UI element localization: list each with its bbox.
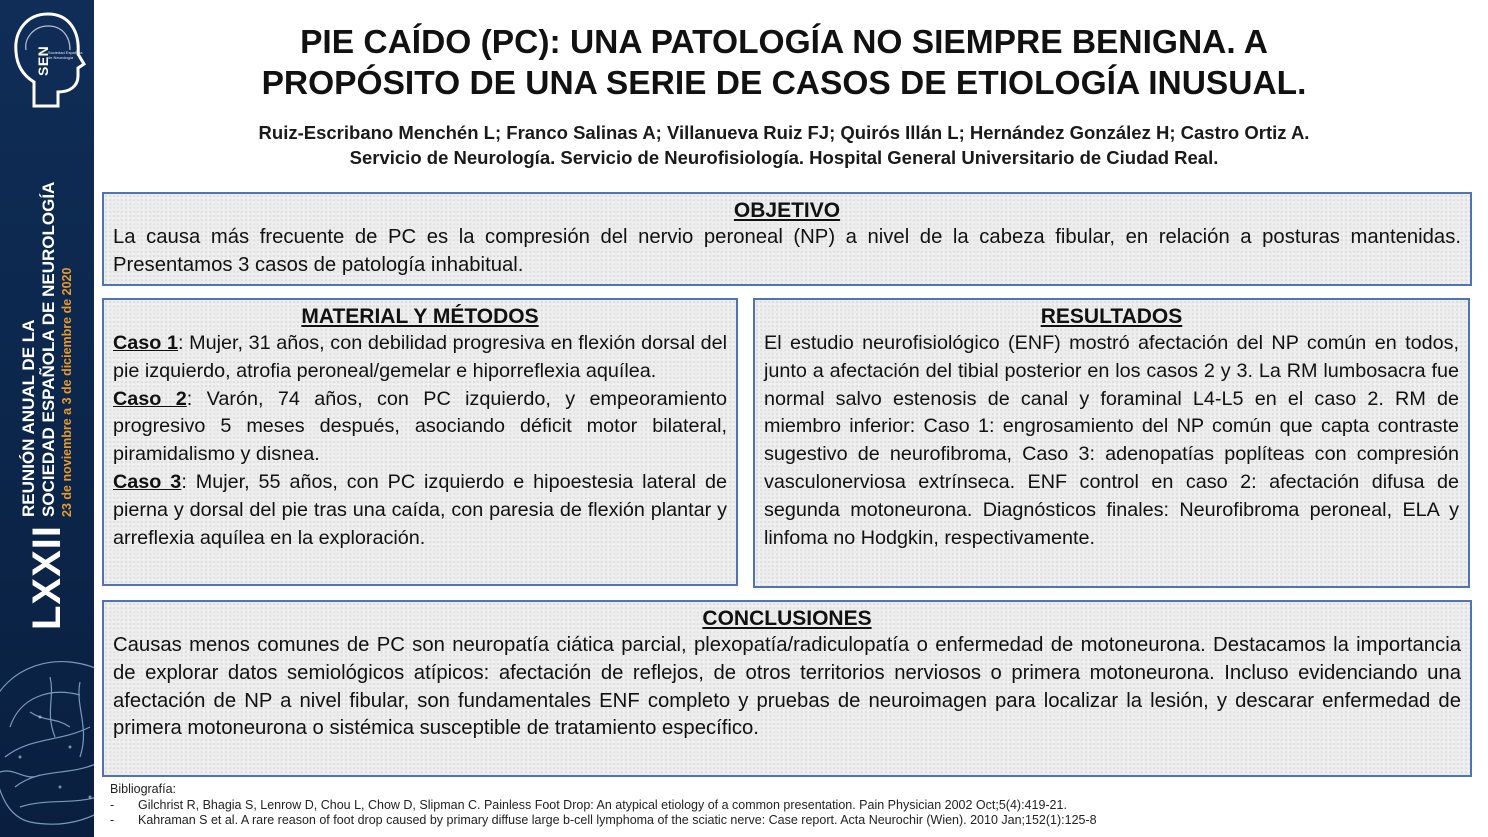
case-3-text: : Mujer, 55 años, con PC izquierdo e hipoestesia lateral de pierna y dorsal del pie tras una caída, con paresia de flexión plantar y arreflexia aquílea en la exploración. (113, 470, 727, 549)
case-2-label: Caso 2 (113, 387, 187, 410)
bibliography (110, 782, 1480, 829)
case-3-label: Caso 3 (113, 470, 182, 493)
affiliation: Servicio de Neurología. Servicio de Neurofisiología. Hospital General Universitario de Ciudad Real. (349, 147, 1219, 168)
conclusiones-section (102, 600, 1472, 777)
sidebar-banner (0, 0, 94, 837)
case-paragraph (113, 386, 727, 469)
meeting-line-1: REUNIÓN ANUAL DE LA (18, 319, 38, 517)
resultados-section (753, 298, 1470, 588)
resultados-text: El estudio neurofisiológico (ENF) mostró afectación del NP común en todos, junto a afectación del tibial posterior en los casos 2 y 3. La RM lumbosacra fue normal salvo estenosis de canal y foraminal L4-L5 en el caso 2. RM de miembro inferior: Caso 1: engrosamiento del NP común que capta contraste sugestivo de neurofibroma, Caso 3: adenopatías poplíteas con compresión vasculonerviosa extrínseca. ENF control en caso 2: afectación difusa de segunda motoneurona. Diagnósticos finales: Neurofibroma peroneal, ELA y linfoma no Hodgkin, respectivamente. (764, 332, 1459, 549)
case-paragraph (113, 469, 727, 552)
bullet-dash: - (110, 797, 115, 812)
bibliography-item-text: Kahraman S et al. A rare reason of foot drop caused by primary diffuse large b-cell lymphoma of the sciatic nerve: Case report. Acta Neurochir (Wien). 2010 Jan;152(1):125-8 (138, 813, 1097, 827)
objetivo-heading: OBJETIVO (733, 199, 841, 222)
logo-subtitle: Sociedad Española de Neurología (48, 50, 83, 60)
conclusiones-text: Causas menos comunes de PC son neuropatía ciática parcial, plexopatía/radiculopatía o enfermedad de motoneurona. Destacamos la importancia de explorar datos semiológicos atípicos: afectación de reflejos, de otros territorios nerviosos o primera motoneurona. Incluso evidenciando una afectación de NP a nivel fibular, son fundamentales ENF completo y pruebas de neuroimagen para localizar la lesión, y descarar enfermedad de primera motoneurona o sistémica susceptible de tratamiento específico. (113, 634, 1461, 740)
bullet-dash: - (110, 813, 115, 827)
bibliography-item-text: Gilchrist R, Bhagia S, Lenrow D, Chou L, Chow D, Slipman C. Painless Foot Drop: An atypical etiology of a common presentation. Pain Physician 2002 Oct;5(4):419-21. (138, 797, 1067, 812)
title-line-1: PIE CAÍDO (PC): UNA PATOLOGÍA NO SIEMPRE BENIGNA. A (300, 24, 1268, 61)
logo-text: SEN (35, 45, 51, 76)
bibliography-item (110, 813, 1480, 829)
meeting-banner (7, 181, 87, 630)
material-metodos-section (102, 298, 738, 586)
poster-title (134, 22, 1434, 104)
bibliography-heading: Bibliografía: (110, 782, 177, 796)
case-1-text: : Mujer, 31 años, con debilidad progresiva en flexión dorsal del pie izquierdo, atrofia peroneal/gemelar e hiporreflexia aquílea. (113, 332, 727, 382)
brain-illustration-icon (0, 617, 94, 837)
edition-number: LXXII (25, 524, 69, 630)
case-2-text: : Varón, 74 años, con PC izquierdo, y empeoramiento progresivo 5 meses después, asociando déficit motor bilateral, piramidalismo y disnea. (113, 387, 727, 466)
objetivo-section (102, 192, 1472, 286)
conclusiones-heading: CONCLUSIONES (702, 607, 872, 630)
case-paragraph (113, 330, 727, 386)
title-line-2: PROPÓSITO DE UNA SERIE DE CASOS DE ETIOLOGÍA INUSUAL. (261, 65, 1307, 102)
meeting-dates: 23 de noviembre a 3 de diciembre de 2020 (59, 267, 74, 517)
authors: Ruiz-Escribano Menchén L; Franco Salinas A; Villanueva Ruiz FJ; Quirós Illán L; Hernández González H; Castro Ortiz A. (258, 122, 1310, 143)
case-1-label: Caso 1 (113, 332, 179, 354)
material-heading: MATERIAL Y MÉTODOS (301, 305, 539, 328)
bibliography-item (110, 798, 1480, 814)
meeting-line-2: SOCIEDAD ESPAÑOLA DE NEUROLOGÍA (38, 181, 58, 517)
objetivo-text: La causa más frecuente de PC es la compresión del nervio peroneal (NP) a nivel de la cabeza fibular, en relación a posturas mantenidas. Presentamos 3 casos de patología inhabitual. (113, 226, 1461, 276)
resultados-heading: RESULTADOS (1040, 305, 1183, 328)
